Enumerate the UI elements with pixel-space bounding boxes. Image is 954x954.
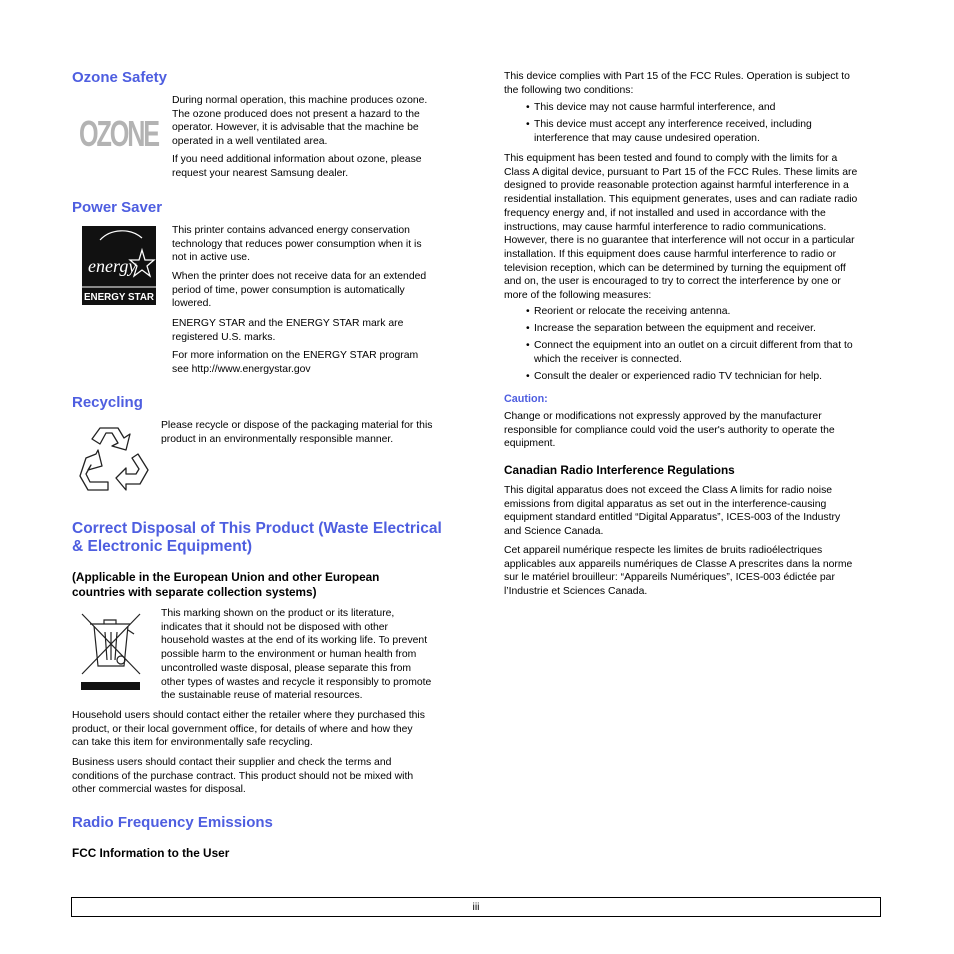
text-line: This digital apparatus does not exceed the Class A limits for radio noise [504,485,833,496]
text-line: frequency energy and, if not installed and used in accordance with the [504,207,826,219]
text-line: operator. However, it is advisable that the machine be [172,122,419,134]
text-line: interference that may cause undesired operation. [534,132,760,144]
disposal-subheading [72,570,379,600]
power-paragraph-3 [172,317,403,344]
ozone-logo-text: OZONE [79,113,160,154]
text-line: conditions of the purchase contract. This product should not be mixed with [72,770,414,782]
household-paragraph [72,709,425,750]
canadian-english-paragraph [504,484,840,539]
heading-recycling: Recycling [72,394,143,411]
recycling-paragraph [161,419,432,446]
text-line: which the receiver is connected. [534,353,682,365]
condition-item: • This device may not cause harmful interference, and [526,102,776,113]
text-line: residential installation. This equipment generates, uses and can radiate radio [504,194,858,206]
recycling-icon [78,424,150,499]
ozone-logo [78,112,160,157]
text-line: However, there is no guarantee that interference will not occur in a particular [504,235,855,247]
fcc-info-title: FCC Information to the User [72,846,230,860]
business-paragraph [72,756,413,797]
measure-item: • Increase the separation between the equipment and receiver. [526,323,816,334]
page-footer [71,897,881,917]
text-line: This printer contains advanced energy conservation [172,225,410,236]
text-line: This marking shown on the product or its literature, [161,608,395,619]
ozone-paragraph-1 [172,94,427,149]
heading-power-saver: Power Saver [72,199,163,216]
text-line: This equipment has been tested and found to comply with the limits for a [504,153,838,164]
text-line: If you need additional information about ozone, please [172,154,422,165]
heading-line: Correct Disposal of This Product (Waste Electrical [72,520,442,537]
text-line: For more information on the ENERGY STAR program [172,350,419,361]
text-line: Class A digital device, pursuant to Part 15 of the FCC Rules. These limits are [504,166,858,178]
canadian-title: Canadian Radio Interference Regulations [504,463,735,477]
text-line: installation. If this equipment does cause harmful interference to radio or [504,248,837,260]
disposal-paragraph [161,607,431,703]
text-line: more of the following measures: [504,290,652,302]
text-line: lowered. [172,298,212,310]
text-line: This device must accept any interference received, including [534,119,812,130]
text-line: During normal operation, this machine produces ozone. [172,95,428,106]
heading-radio-frequency: Radio Frequency Emissions [72,814,273,831]
heading-correct-disposal [72,520,442,556]
text-line: and on, the user is encouraged to try to correct the interference by one or [504,276,841,288]
power-paragraph-1 [172,224,422,265]
text-line: other types of wastes and recycle it responsibly to promote [161,676,432,688]
text-line: The ozone produced does not present a hazard to the [172,108,420,120]
text-line: household wastes at the end of its working life. To prevent [161,635,428,647]
measure-item: • Consult the dealer or experienced radio TV technician for help. [526,371,823,382]
page-number: iii [472,901,480,913]
text-line: technology that reduces power consumption when it is [172,238,422,250]
text-line: applicables aux appareils numériques de Classe A prescrites dans la norme [504,558,853,570]
text-line: the following two conditions: [504,84,634,96]
text-line: period of time, power consumption is automatically [172,284,405,296]
text-line: responsible for compliance could void the user's authority to operate the [504,424,835,436]
text-line: possible harm to the environment or human health from [161,649,417,661]
fcc-intro [504,70,850,97]
text-line: can take this item for environmentally safe recycling. [72,737,313,749]
text-line: Connect the equipment into an outlet on a circuit different from that to [534,340,853,351]
text-line: the sustainable reuse of material resources. [161,690,363,702]
power-paragraph-2 [172,270,426,311]
caution-label: Caution: [504,393,548,405]
text-line: indicates that it should not be disposed with other [161,621,389,633]
text-line: (Applicable in the European Union and other European [72,570,380,584]
text-line: designed to provide reasonable protection against harmful interference in a [504,180,849,192]
text-line: When the printer does not receive data for an extended [172,271,427,282]
text-line: Please recycle or dispose of the packaging material for this [161,420,433,431]
text-line: sur le matériel brouilleur: “Appareils Numériques”, ICES-003 édictée par [504,572,835,584]
text-line: countries with separate collection systems) [72,585,317,599]
weee-bin-icon [80,612,142,697]
power-paragraph-4 [172,349,418,376]
text-line: and Science Canada. [504,526,604,538]
energy-star-label: ENERGY STAR [84,292,155,303]
text-line: instructions, may cause harmful interference to radio communications. [504,221,827,233]
text-line: Business users should contact their supplier and check the terms and [72,757,392,768]
condition-item: • This device must accept any interference received, including interference that may cause undesired operation. [526,119,812,144]
text-line: equipment. [504,438,556,450]
text-line: television reception, which can be determined by turning the equipment off [504,262,846,274]
text-line: operated in a well ventilated area. [172,136,328,148]
heading-line: & Electronic Equipment) [72,538,252,555]
text-line: ENERGY STAR and the ENERGY STAR mark are [172,318,404,329]
text-line: not in active use. [172,252,250,264]
text-line: emissions from digital apparatus as set out in the interference-causing [504,498,827,510]
text-line: request your nearest Samsung dealer. [172,167,349,179]
energy-star-logo [82,226,156,310]
tested-paragraph [504,152,857,303]
text-line: Change or modifications not expressly approved by the manufacturer [504,411,822,422]
text-line: see http://www.energystar.gov [172,363,311,375]
caution-paragraph [504,410,835,451]
text-line: Consult the dealer or experienced radio TV technician for help. [534,371,823,382]
text-line: other commercial wastes for disposal. [72,784,246,796]
text-line: registered U.S. marks. [172,331,276,343]
text-line: Increase the separation between the equipment and receiver. [534,323,816,334]
text-line: Household users should contact either the retailer where they purchased this [72,710,425,721]
text-line: uncontrolled waste disposal, please separate this from [161,662,412,674]
text-line: equipment standard entitled “Digital Apparatus”, ICES-003 of the Industry [504,512,841,524]
text-line: l’Industrie et Sciences Canada. [504,586,648,598]
text-line: Reorient or relocate the receiving antenna. [534,306,731,317]
energy-script: energy [88,256,137,276]
heading-ozone-safety: Ozone Safety [72,69,168,86]
measure-item: • Connect the equipment into an outlet on a circuit different from that to which the receiver is connected. [526,340,853,365]
text-line: Cet appareil numérique respecte les limites de bruits radioélectriques [504,545,823,556]
text-line: This device may not cause harmful interference, and [534,102,776,113]
text-line: product, or their local government office, for details of where and how they [72,723,413,735]
canadian-french-paragraph [504,544,852,599]
measure-item: • Reorient or relocate the receiving antenna. [526,306,731,317]
ozone-paragraph-2 [172,153,422,180]
text-line: This device complies with Part 15 of the FCC Rules. Operation is subject to [504,71,850,82]
text-line: product in an environmentally responsible manner. [161,433,394,445]
